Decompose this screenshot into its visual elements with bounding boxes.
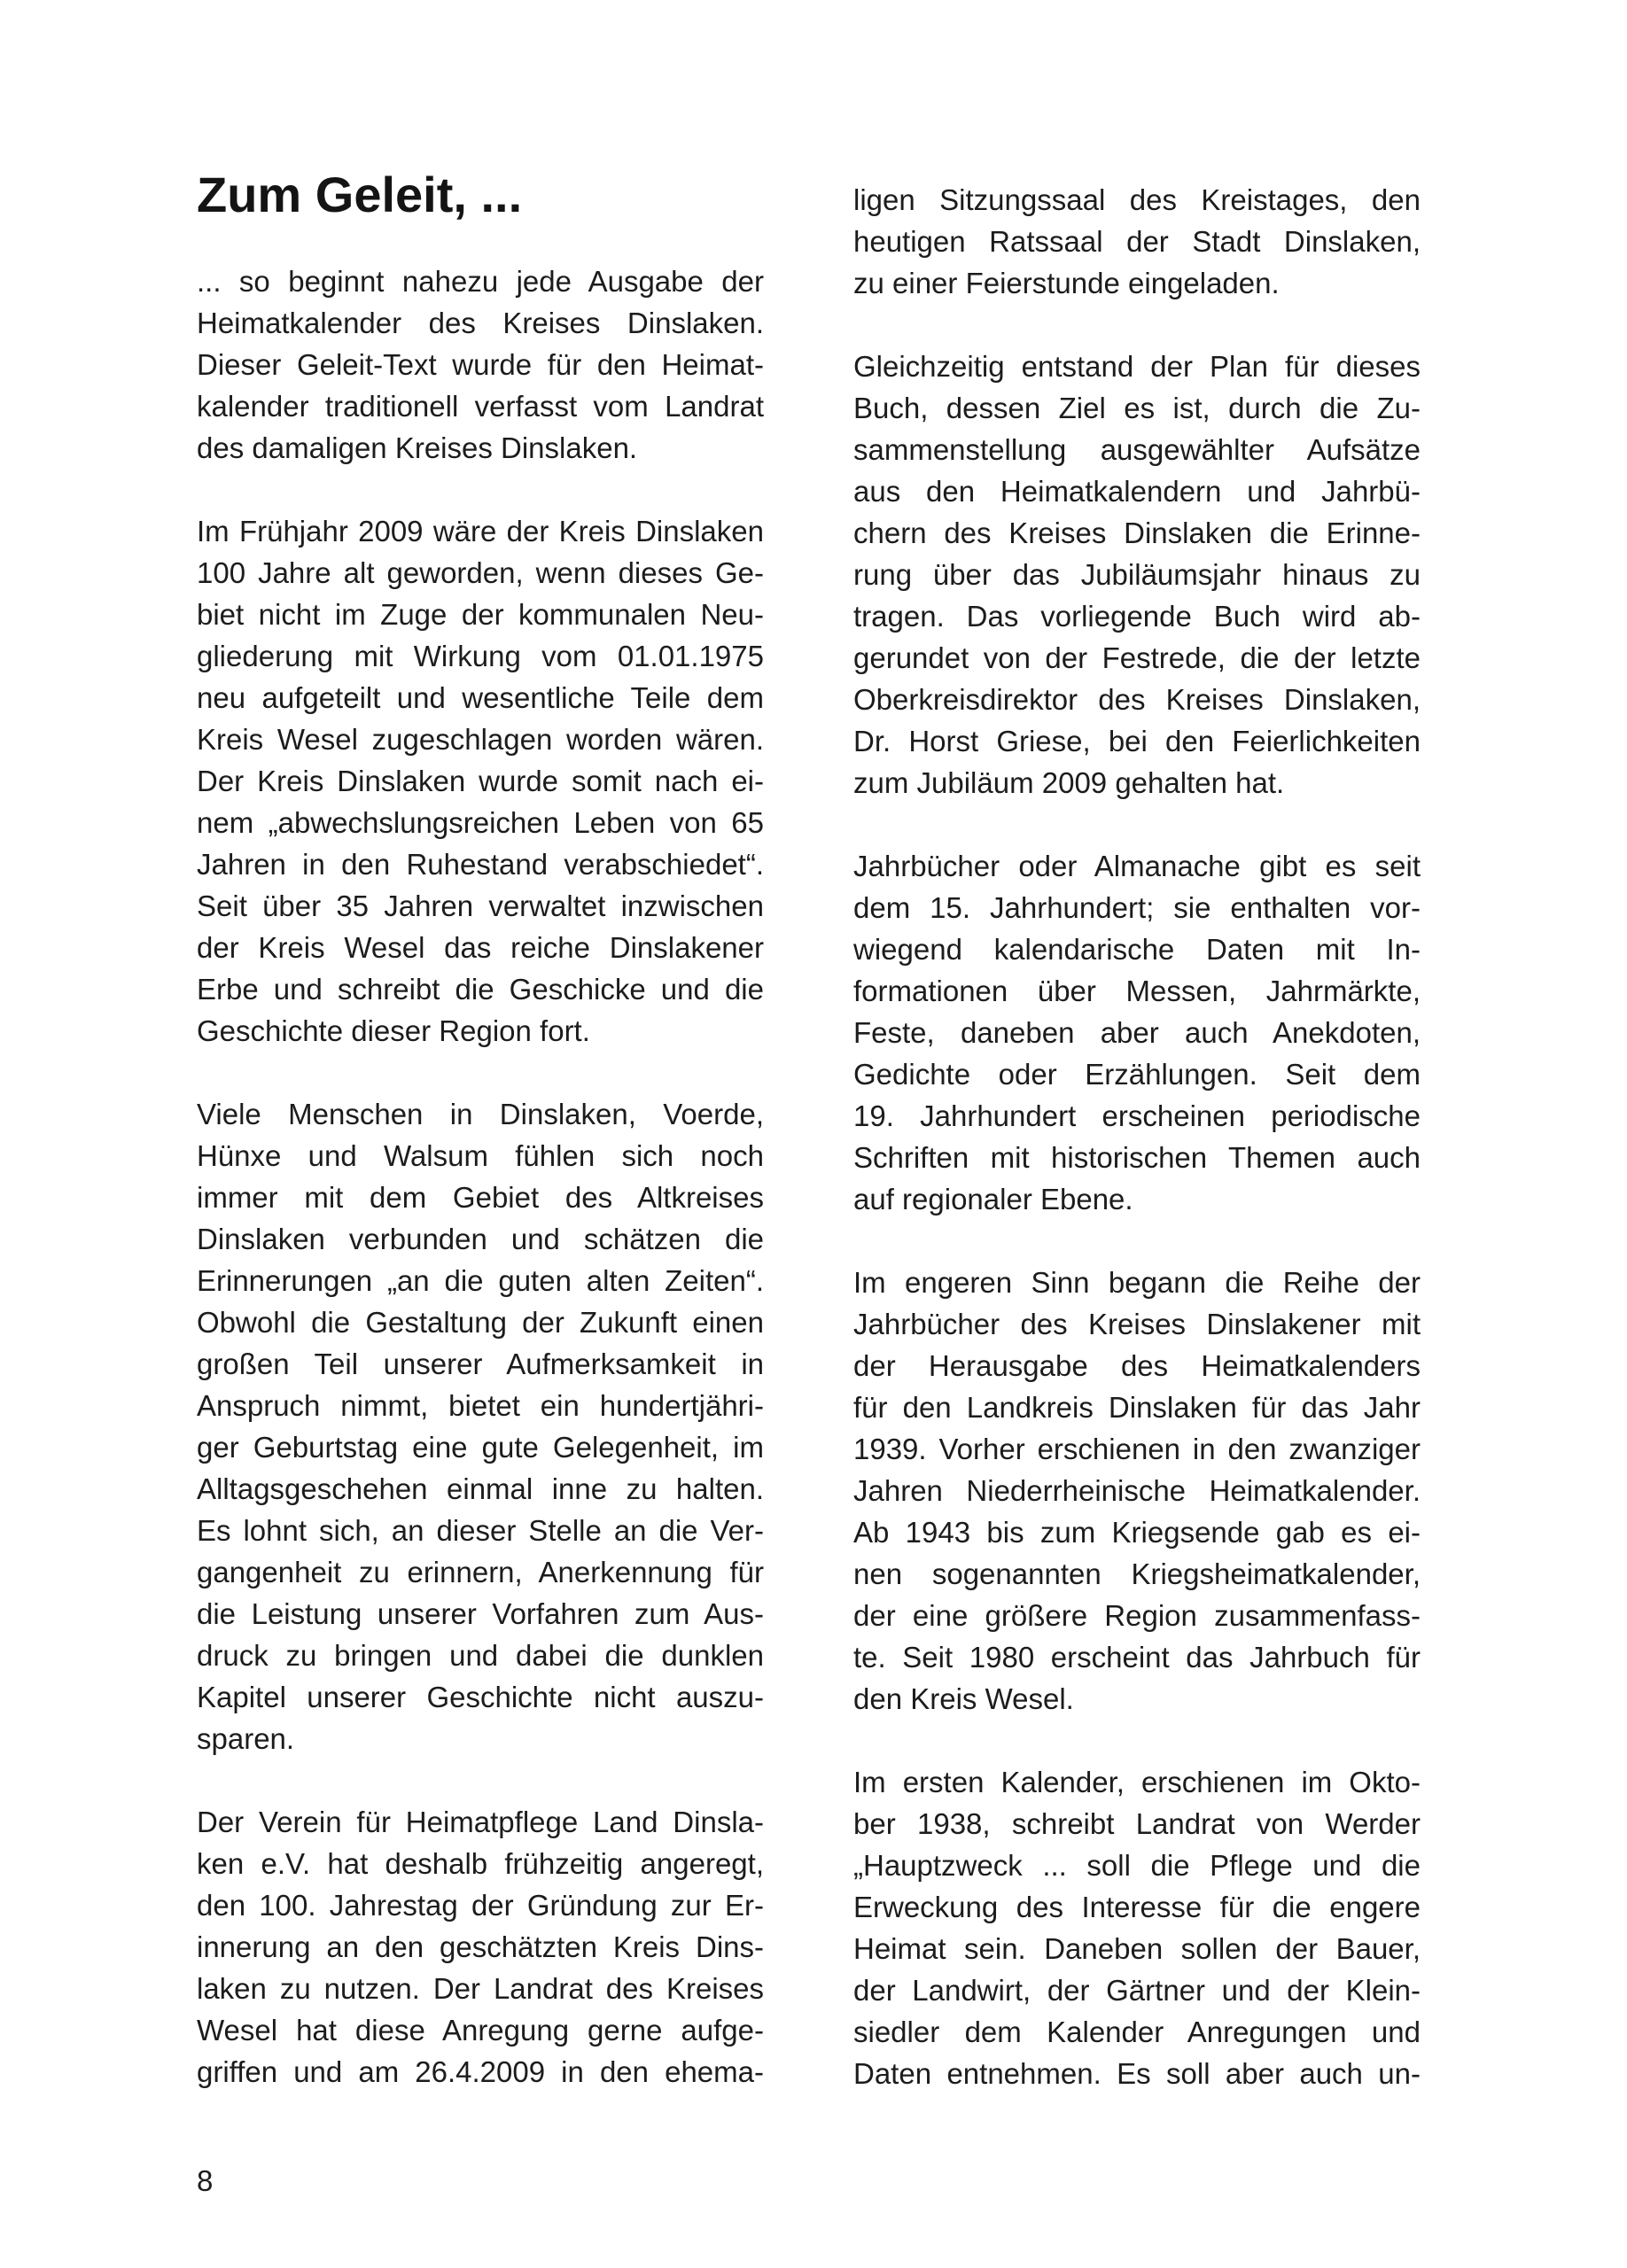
text-line: druck zu bringen und dabei die dunklen (197, 1639, 764, 1672)
text-line: Hünxe und Walsum fühlen sich noch (197, 1139, 764, 1172)
text-line: Im engeren Sinn begann die Reihe der (853, 1266, 1421, 1299)
text-line: Der Kreis Dinslaken wurde somit nach ei- (197, 765, 764, 797)
text-line: Dr. Horst Griese, bei den Feierlichkeiten (853, 725, 1421, 757)
text-line: biet nicht im Zuge der kommunalen Neu- (197, 598, 764, 631)
text-line: Der Verein für Heimatpflege Land Dinsla- (197, 1806, 764, 1838)
text-line: Erbe und schreibt die Geschicke und die (197, 973, 764, 1006)
text-line: ... so beginnt nahezu jede Ausgabe der (197, 265, 764, 298)
text-line: nem „abwechslungsreichen Leben von 65 (197, 806, 764, 839)
text-line: 1939. Vorher erschienen in den zwanziger (853, 1433, 1421, 1465)
text-line: für den Landkreis Dinslaken für das Jahr (853, 1391, 1421, 1424)
text-line: heutigen Ratssaal der Stadt Dinslaken, (853, 225, 1421, 258)
text-line: den Kreis Wesel. (853, 1682, 1074, 1715)
text-line: Ab 1943 bis zum Kriegsende gab es ei- (853, 1516, 1421, 1549)
text-line: neu aufgeteilt und wesentliche Teile dem (197, 681, 764, 714)
text-line: tragen. Das vorliegende Buch wird ab- (853, 600, 1421, 633)
text-line: chern des Kreises Dinslaken die Erinne- (853, 517, 1421, 549)
text-line: Jahren Niederrheinische Heimatkalender. (853, 1474, 1421, 1507)
text-line: rung über das Jubiläumsjahr hinaus zu (853, 558, 1421, 591)
text-line: Buch, dessen Ziel es ist, durch die Zu- (853, 392, 1421, 424)
text-line: 100 Jahre alt geworden, wenn dieses Ge- (197, 556, 764, 589)
text-line: Gedichte oder Erzählungen. Seit dem (853, 1058, 1421, 1091)
text-line: wiegend kalendarische Daten mit In- (853, 933, 1421, 966)
text-line: den 100. Jahrestag der Gründung zur Er- (197, 1889, 764, 1922)
text-line: Daten entnehmen. Es soll aber auch un- (853, 2057, 1421, 2090)
text-line: Seit über 35 Jahren verwaltet inzwischen (197, 889, 764, 922)
paragraph (197, 260, 764, 469)
text-line: der Landwirt, der Gärtner und der Klein- (853, 1974, 1421, 2007)
left-column (197, 260, 764, 2134)
text-line: ligen Sitzungssaal des Kreistages, den (853, 183, 1421, 216)
text-line: des damaligen Kreises Dinslaken. (197, 431, 638, 464)
text-line: Jahrbücher des Kreises Dinslakener mit (853, 1308, 1421, 1340)
text-line: Schriften mit historischen Themen auch (853, 1141, 1421, 1174)
text-line: sparen. (197, 1722, 295, 1755)
text-line: Heimatkalender des Kreises Dinslaken. (197, 307, 764, 339)
text-line: zum Jubiläum 2009 gehalten hat. (853, 766, 1285, 799)
text-line: ber 1938, schreibt Landrat von Werder (853, 1807, 1421, 1840)
text-line: Erinnerungen „an die guten alten Zeiten“. (197, 1264, 764, 1297)
text-line: gangenheit zu erinnern, Anerkennung für (197, 1556, 764, 1588)
text-line: gerundet von der Festrede, die der letzte (853, 641, 1421, 674)
text-line: Es lohnt sich, an dieser Stelle an die Ver- (197, 1514, 764, 1547)
text-line: dem 15. Jahrhundert; sie enthalten vor- (853, 891, 1421, 924)
text-line: auf regionaler Ebene. (853, 1183, 1133, 1216)
text-line: immer mit dem Gebiet des Altkreises (197, 1181, 764, 1214)
text-line: griffen und am 26.4.2009 in den ehema- (197, 2055, 764, 2088)
text-line: Geschichte dieser Region fort. (197, 1014, 590, 1047)
paragraph (197, 1801, 764, 2093)
text-line: Heimat sein. Daneben sollen der Bauer, (853, 1932, 1421, 1965)
text-line: Erweckung des Interesse für die engere (853, 1891, 1421, 1923)
text-line: Dieser Geleit-Text wurde für den Heimat- (197, 348, 764, 381)
text-line: großen Teil unserer Aufmerksamkeit in (197, 1348, 764, 1380)
page-number: 8 (197, 2164, 214, 2197)
paragraph (853, 179, 1421, 304)
text-line: Im Frühjahr 2009 wäre der Kreis Dinslaken (197, 515, 764, 548)
text-line: Viele Menschen in Dinslaken, Voerde, (197, 1098, 764, 1130)
text-line: zu einer Feierstunde eingeladen. (853, 267, 1280, 299)
text-line: der Kreis Wesel das reiche Dinslakener (197, 931, 764, 964)
paragraph (853, 346, 1421, 804)
text-line: laken zu nutzen. Der Landrat des Kreises (197, 1972, 764, 2005)
text-line: Dinslaken verbunden und schätzen die (197, 1223, 764, 1255)
text-line: Oberkreisdirektor des Kreises Dinslaken, (853, 683, 1421, 716)
text-line: kalender traditionell verfasst vom Landrat (197, 390, 764, 423)
right-column (853, 179, 1421, 2136)
text-line: ger Geburtstag eine gute Gelegenheit, im (197, 1431, 764, 1464)
text-line: Alltagsgeschehen einmal inne zu halten. (197, 1472, 764, 1505)
text-line: die Leistung unserer Vorfahren zum Aus- (197, 1597, 764, 1630)
text-line: Kreis Wesel zugeschlagen worden wären. (197, 723, 764, 756)
text-line: Kapitel unserer Geschichte nicht auszu- (197, 1681, 764, 1713)
paragraph (197, 1093, 764, 1759)
text-line: Jahrbücher oder Almanache gibt es seit (853, 850, 1421, 882)
text-line: Obwohl die Gestaltung der Zukunft einen (197, 1306, 764, 1339)
text-line: aus den Heimatkalendern und Jahrbü- (853, 475, 1421, 508)
text-line: siedler dem Kalender Anregungen und (853, 2016, 1421, 2048)
paragraph (197, 510, 764, 1052)
text-line: „Hauptzweck ... soll die Pflege und die (853, 1849, 1421, 1882)
text-line: 19. Jahrhundert erscheinen periodische (853, 1099, 1421, 1132)
text-line: Im ersten Kalender, erschienen im Okto- (853, 1766, 1421, 1798)
text-line: Wesel hat diese Anregung gerne aufge- (197, 2014, 764, 2047)
text-line: sammenstellung ausgewählter Aufsätze (853, 433, 1421, 466)
text-line: te. Seit 1980 erscheint das Jahrbuch für (853, 1641, 1421, 1674)
text-line: der eine größere Region zusammenfass- (853, 1599, 1421, 1632)
text-line: Anspruch nimmt, bietet ein hundertjähri- (197, 1389, 764, 1422)
text-line: Jahren in den Ruhestand verabschiedet“. (197, 848, 764, 881)
text-line: gliederung mit Wirkung vom 01.01.1975 (197, 640, 764, 672)
text-line: der Herausgabe des Heimatkalenders (853, 1349, 1421, 1382)
paragraph (853, 845, 1421, 1220)
page-title: Zum Geleit, ... (197, 167, 523, 222)
text-line: nen sogenannten Kriegsheimatkalender, (853, 1557, 1421, 1590)
paragraph (853, 1761, 1421, 2094)
paragraph (853, 1262, 1421, 1720)
text-line: innerung an den geschätzten Kreis Dins- (197, 1930, 764, 1963)
text-line: Feste, daneben aber auch Anekdoten, (853, 1016, 1421, 1049)
text-line: Gleichzeitig entstand der Plan für dieses (853, 350, 1421, 383)
text-line: formationen über Messen, Jahrmärkte, (853, 975, 1421, 1007)
text-line: ken e.V. hat deshalb frühzeitig angeregt, (197, 1847, 764, 1880)
